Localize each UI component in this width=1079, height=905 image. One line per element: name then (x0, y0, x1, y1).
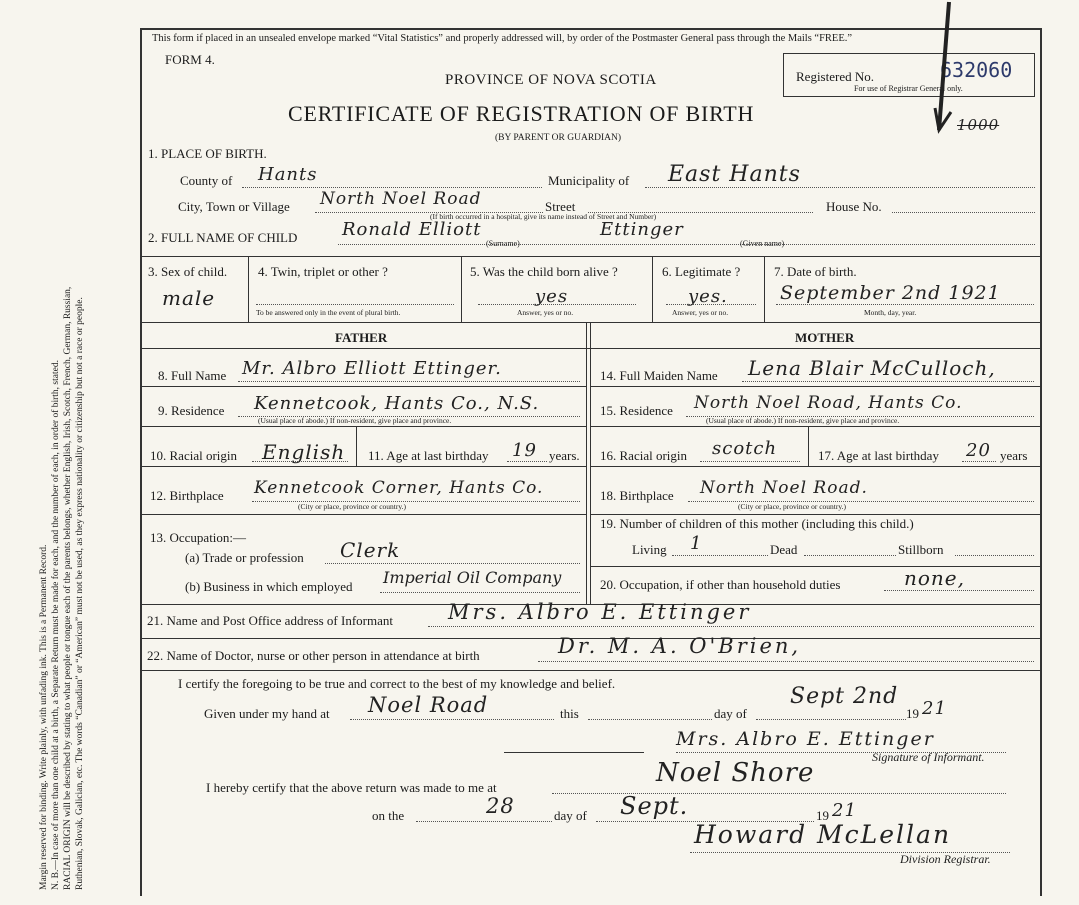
father-name: Mr. Albro Elliott Ettinger. (242, 358, 502, 379)
dead-label: Dead (770, 542, 798, 557)
father-race-label: 10. Racial origin (150, 448, 238, 463)
father-age-label: 11. Age at last birthday (368, 448, 489, 463)
mother-race: scotch (712, 438, 778, 459)
father-birthplace-note: (City or place, province or country.) (298, 502, 407, 511)
registered-label: Registered No. (796, 69, 874, 84)
city-label: City, Town or Village (178, 199, 290, 214)
postal-notice: This form if placed in an unsealed envelope marked “Vital Statistics” and properly addressed will, by order of the Postmaster General pass through the Mails “FREE.” (152, 33, 853, 44)
this-label: this (560, 706, 579, 721)
municipality-label: Municipality of (548, 173, 630, 188)
mother-occupation-label: 20. Occupation, if other than household duties (600, 577, 841, 592)
legitimate-value: yes. (688, 286, 728, 307)
doctor-label: 22. Name of Doctor, nurse or other person in attendance at birth (147, 648, 480, 663)
father-age-divider (356, 426, 357, 466)
margin-line: Margin reserved for binding. Write plainly, with unfading ink. This is a Permanent Record. (39, 544, 49, 890)
mother-birthplace-label: 18. Birthplace (600, 488, 674, 503)
registered-box (783, 53, 1035, 97)
county-value: Hants (258, 164, 318, 185)
return-month: Sept. (620, 792, 689, 820)
row3-divider (248, 256, 249, 322)
father-age: 19 (512, 440, 537, 461)
father-name-label: 8. Full Name (158, 368, 227, 383)
mother-rule (590, 566, 1040, 567)
informant-value: Mrs. Albro E. Ettinger (448, 600, 752, 624)
mother-name-line (742, 381, 1034, 382)
document-title: CERTIFICATE OF REGISTRATION OF BIRTH (288, 101, 755, 126)
birth-date-label: 7. Date of birth. (774, 264, 857, 279)
form-number: FORM 4. (165, 52, 215, 67)
doctor-value: Dr. M. A. O'Brien, (558, 634, 802, 658)
stillborn-label: Stillborn (898, 542, 944, 557)
county-label: County of (180, 173, 233, 188)
father-occupation-label: 13. Occupation:— (150, 530, 247, 545)
child-name-label: 2. FULL NAME OF CHILD (148, 230, 298, 245)
father-rule (140, 514, 586, 515)
mother-race-label: 16. Racial origin (600, 448, 688, 463)
children-count-label: 19. Number of children of this mother (including this child.) (600, 516, 914, 531)
informant-label: 21. Name and Post Office address of Informant (147, 613, 393, 628)
father-residence: Kennetcook, Hants Co., N.S. (254, 393, 540, 414)
mother-age-divider (808, 426, 809, 466)
mother-rule (590, 386, 1040, 387)
mother-heading: MOTHER (795, 330, 855, 345)
father-heading: FATHER (335, 330, 388, 345)
street-label: Street (545, 199, 576, 214)
doctor-line (538, 661, 1034, 662)
father-rule (140, 386, 586, 387)
document-subtitle: (BY PARENT OR GUARDIAN) (495, 133, 622, 143)
on-day: 28 (486, 794, 515, 818)
birth-date-line (776, 304, 1034, 305)
mother-rule (590, 466, 1040, 467)
twin-label: 4. Twin, triplet or other ? (258, 264, 388, 279)
given-under-label: Given under my hand at (204, 706, 330, 721)
mother-occupation-line (884, 590, 1034, 591)
mother-age-label: 17. Age at last birthday (818, 448, 939, 463)
cert-date-line (756, 719, 906, 720)
city-value: North Noel Road (320, 189, 482, 209)
border-left (140, 28, 142, 896)
return-place: Noel Shore (656, 758, 815, 788)
birth-date-value: September 2nd 1921 (780, 282, 1001, 304)
father-birthplace-label: 12. Birthplace (150, 488, 224, 503)
living-label: Living (632, 542, 667, 557)
margin-line: Ruthenian, Slovak, Galician, etc. The words “Canadian” or “American” must not be used, as they express nationality or citizenship but not a race or people. (75, 297, 85, 890)
border-top (140, 28, 1041, 30)
parents-divider (590, 322, 591, 604)
row3-divider (764, 256, 765, 322)
father-age-line (507, 461, 547, 462)
mother-name-label: 14. Full Maiden Name (600, 368, 718, 383)
mother-occupation: none, (904, 566, 965, 590)
informant-signature-caption: Signature of Informant. (872, 750, 985, 764)
mother-birthplace: North Noel Road. (700, 478, 868, 498)
father-rule (140, 466, 586, 467)
mother-name: Lena Blair McCulloch, (748, 356, 996, 380)
father-residence-note: (Usual place of abode.) If non-resident, give place and province. (258, 416, 452, 425)
county-line (242, 187, 542, 188)
alive-label: 5. Was the child born alive ? (470, 264, 618, 279)
mother-residence-note: (Usual place of abode.) If non-resident, give place and province. (706, 416, 900, 425)
parents-divider (586, 322, 587, 604)
place-of-birth-heading: 1. PLACE OF BIRTH. (148, 146, 267, 161)
registrar-signature: Howard McLellan (694, 820, 952, 849)
informant-signature: Mrs. Albro E. Ettinger (676, 728, 935, 750)
birth-date-note: Month, day, year. (864, 308, 917, 317)
cert-year-prefix: 19 (906, 706, 919, 721)
trade-label: (a) Trade or profession (185, 550, 304, 565)
pen-stroke (925, 0, 965, 140)
row3-top-rule (140, 256, 1040, 257)
surname-note: (Surname) (486, 239, 520, 248)
municipality-line (645, 187, 1035, 188)
stillborn-line (955, 555, 1034, 556)
given-name-note: (Given name) (740, 239, 785, 248)
signature-rule (504, 752, 644, 753)
this-line (588, 719, 712, 720)
business-value: Imperial Oil Company (383, 568, 562, 587)
house-label: House No. (826, 199, 882, 214)
child-given-name: Ronald Elliott (342, 219, 482, 240)
informant-line (428, 626, 1034, 627)
house-line (892, 212, 1035, 213)
mother-rule (590, 426, 1040, 427)
father-years: years. (549, 448, 580, 463)
given-place-line (350, 719, 554, 720)
child-surname: Ettinger (600, 219, 684, 240)
father-residence-label: 9. Residence (158, 403, 225, 418)
mother-years: years (1000, 448, 1028, 463)
sex-value: male (162, 286, 216, 310)
doctor-rule (140, 670, 1040, 671)
business-label: (b) Business in which employed (185, 579, 353, 594)
margin-line: N. B.—In case of more than one child at a birth, a Separate Return must be made for each, and the number of each, in order of birth, stated. (51, 360, 61, 890)
return-year: 21 (832, 800, 857, 821)
margin-line: RACIAL ORIGIN will be described by stating to what people or tongue each of the parents belongs, whether English, Irish, Scotch, French, German, Russian, (63, 286, 73, 890)
day-of-label-2: day of (554, 808, 587, 823)
trade-value: Clerk (340, 538, 401, 562)
mother-race-line (700, 461, 800, 462)
sex-label: 3. Sex of child. (148, 264, 228, 279)
province-heading: PROVINCE OF NOVA SCOTIA (445, 72, 657, 88)
mother-age-line (962, 461, 996, 462)
legitimate-label: 6. Legitimate ? (662, 264, 741, 279)
mother-residence-label: 15. Residence (600, 403, 673, 418)
dead-line (804, 555, 896, 556)
twin-line (256, 304, 454, 305)
father-name-line (238, 381, 580, 382)
alive-note: Answer, yes or no. (517, 308, 574, 317)
living-line (672, 555, 768, 556)
on-the-label: on the (372, 808, 405, 823)
return-made-label: I hereby certify that the above return was made to me at (206, 780, 497, 795)
business-line (380, 592, 580, 593)
cert-date: Sept 2nd (790, 684, 899, 709)
border-right (1040, 28, 1042, 896)
given-place: Noel Road (368, 693, 489, 717)
mother-rule (590, 514, 1040, 515)
margin-instructions (38, 40, 86, 890)
registered-note: For use of Registrar General only. (854, 84, 963, 93)
legitimate-note: Answer, yes or no. (672, 308, 729, 317)
registered-number: 632060 (940, 58, 1013, 82)
row3-divider (461, 256, 462, 322)
living-value: 1 (690, 533, 703, 554)
on-day-line (416, 821, 552, 822)
street-note: (If birth occurred in a hospital, give its name instead of Street and Number) (430, 212, 657, 221)
struck-number: 1000 (957, 116, 1000, 134)
registrar-caption: Division Registrar. (900, 852, 991, 866)
municipality-value: East Hants (668, 162, 801, 187)
trade-line (325, 563, 580, 564)
certify-statement: I certify the foregoing to be true and correct to the best of my knowledge and belief. (178, 676, 616, 691)
mother-birthplace-note: (City or place, province or country.) (738, 502, 847, 511)
cert-year: 21 (922, 698, 947, 719)
day-of-label: day of (714, 706, 747, 721)
mother-age: 20 (966, 440, 991, 461)
child-name-line (338, 244, 1035, 245)
father-birthplace: Kennetcook Corner, Hants Co. (254, 478, 544, 498)
row3-divider (652, 256, 653, 322)
alive-value: yes (535, 286, 569, 307)
father-race: English (262, 440, 346, 464)
twin-note: To be answered only in the event of plural birth. (256, 308, 401, 317)
return-year-prefix: 19 (816, 808, 829, 823)
mother-residence: North Noel Road, Hants Co. (694, 393, 963, 413)
father-rule (140, 426, 586, 427)
